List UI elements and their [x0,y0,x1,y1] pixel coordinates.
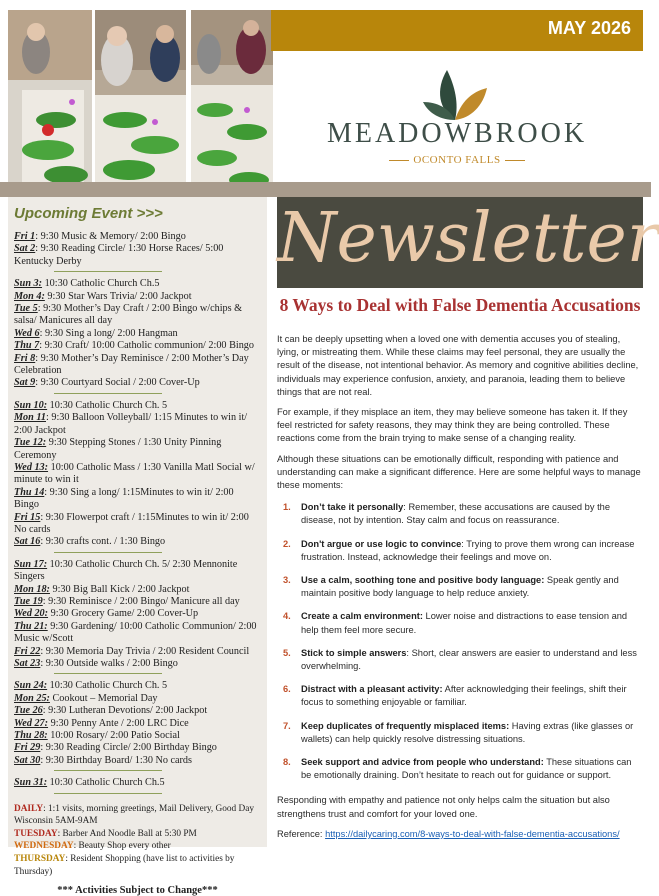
event-day: Sat 16 [14,536,41,548]
event-entry [14,718,261,730]
event-day: Mon 18: [14,583,50,595]
event-day: Sat 23 [14,658,41,669]
event-day: Sat 2 [14,243,36,255]
event-text: : 9:30 Flowerpot craft / 1:15Minutes to win it/ 2:00 No cards [14,511,249,535]
tip-number: 6. [283,684,291,695]
event-entry [14,646,261,658]
newsletter-title: Newsletter [277,199,659,278]
event-entry [14,487,261,512]
event-day: Wed 6 [14,327,40,339]
tip-number: 2. [283,538,291,549]
event-text: : 9:30 Reading Circle/ 2:00 Birthday Bingo [40,742,217,754]
event-entry [14,559,261,584]
tip-item [277,720,641,746]
tip-text: Speak gently and maintain positive body language to help reduce anxiety. [301,575,619,599]
tip-item [277,538,641,564]
note-tuesday [14,828,261,841]
event-text: : 9:30 Music & Memory/ 2:00 Bingo [35,231,186,242]
event-entry [14,437,261,462]
event-text: 10:30 Catholic Church Ch. 5 [47,399,168,411]
event-text: : 9:30 Reading Circle/ 1:30 Horse Races/ 5:00 Kentucky Derby [14,243,224,267]
event-entry [14,742,261,754]
divider [389,160,409,161]
event-day: Tue 12: [14,437,47,449]
brand-location [271,154,643,166]
event-text: 10:30 Catholic Church Ch.5 [47,777,165,789]
event-text: : 9:30 Lutheran Devotions/ 2:00 Jackpot [42,705,208,717]
event-text: : 9:30 Balloon Volleyball/ 1:15 Minutes to win it/ 2:00 Jackpot [14,412,248,436]
tip-item [277,501,641,527]
event-day: Tue 19 [14,595,43,607]
event-entry [14,621,261,646]
event-text: Cookout – Memorial Day [49,692,158,704]
event-entry [14,536,261,548]
event-text: 9:30 Gardening/ 10:00 Catholic Communion/ 2:00 Music w/Scott [14,620,257,645]
tip-text: After acknowledging their feelings, shift their focus to something enjoyable or familiar. [301,684,627,708]
event-text: 10:00 Catholic Mass / 1:30 Vanilla Matl Social w/ minute to win it [14,461,255,486]
subject-to-change: *** Activities Subject to Change*** [57,885,218,896]
recurring-notes [14,803,261,879]
event-calendar [14,231,261,800]
event-day: Thu 14 [14,486,45,498]
event-entry [14,340,261,352]
note-daily-text: : 1:1 visits, morning greetings, Mail Delivery, Good Day Wisconsin 5AM-9AM [14,803,254,827]
issue-date: MAY 2026 [547,18,631,38]
event-entry [14,608,261,620]
tip-number: 3. [283,575,291,586]
tip-item [277,610,641,636]
event-entry [14,377,261,389]
reference-label: Reference: [277,828,326,839]
event-text: 10:30 Catholic Church Ch. 5 [47,680,168,692]
note-thursday-text: : Resident Shopping (have list to activities by Thursday) [14,854,235,877]
event-day: Fri 29 [14,742,41,754]
event-day: Sat 30 [14,754,41,766]
tip-number: 4. [283,611,291,622]
article-paragraph: It can be deeply upsetting when a loved one with dementia accuses you of stealing, lying, or mistreating them. While these claims may feel personal, they are usually the result of the disease, not intentional behavior. As memory and cognitive abilities decline, individuals may experience confusion, anxiety, and paranoia, leading them to believe things that are not real. [277,334,639,397]
tip-item [277,574,641,600]
tip-number: 8. [283,757,291,768]
event-text: : 9:30 Birthday Board/ 1:30 No cards [40,754,192,766]
event-entry [14,328,261,340]
event-day: Thu 28: [14,730,48,742]
event-entry [14,353,261,378]
note-daily-label: DAILY [14,803,44,814]
tip-text: These situations can be emotionally draining. Don’t hesitate to reach out for guidance or support. [301,757,632,781]
event-text: 9:30 Penny Ante / 2:00 LRC Dice [48,717,189,729]
week-divider [54,770,162,771]
tip-number: 5. [283,647,291,658]
event-entry [14,680,261,692]
week-divider [54,673,162,674]
tip-text: : Trying to prove them wrong can increase frustration. Instead, acknowledge their feelings and move on. [301,538,635,562]
event-text: 10:30 Catholic Church Ch. 5/ 2:30 Mennonite Singers [14,558,238,583]
event-text: 10:00 Rosary/ 2:00 Patio Social [47,730,180,742]
event-day: Sun 17: [14,558,48,570]
event-text: : 9:30 Outside walks / 2:00 Bingo [40,658,178,669]
tip-title: Don’t take it personally [301,502,404,513]
event-day: Mon 25: [14,692,50,704]
event-day: Sun 3: [14,278,43,290]
event-entry [14,658,261,670]
event-day: Thu 7 [14,340,40,352]
event-entry [14,412,261,437]
event-entry [14,231,261,243]
event-entry [14,584,261,596]
event-entry [14,693,261,705]
event-day: Sun 24: [14,680,48,692]
article-paragraph: For example, if they misplace an item, they may believe someone has taken it. If they feel restricted for safety reasons, they may think they are being controlled. These reactions come from the brain trying to make sense of a changing reality. [277,407,628,444]
tip-text: Having extras (like glasses or wallets) can help quickly resolve distressing situations. [301,720,634,744]
event-day: Sat 9 [14,377,36,389]
tip-number: 1. [283,502,291,513]
tip-title: Distract with a pleasant activity: [301,684,443,695]
event-day: Fri 22 [14,645,41,657]
brand-location-text: OCONTO FALLS [413,154,501,166]
event-entry [14,755,261,767]
activity-photo-2 [95,10,186,193]
event-day: Thu 21: [14,620,48,632]
event-text: 9:30 Stepping Stones / 1:30 Unity Pinning Ceremony [14,437,222,461]
spacer [14,797,261,800]
event-day: Mon 4: [14,290,45,302]
event-day: Tue 5 [14,303,38,315]
article-closing: Responding with empathy and patience not only helps calm the situation but also strengthens trust and comfort for your loved one. [277,795,610,819]
tip-title: Use a calm, soothing tone and positive body language: [301,575,545,586]
event-text: : 9:30 Mother’s Day Craft / 2:00 Bingo w/chips & salsa/ Manicures all day [14,303,243,327]
event-text: 9:30 Grocery Game/ 2:00 Cover-Up [48,608,199,620]
note-thursday [14,853,261,878]
logo [271,51,643,181]
event-entry [14,291,261,303]
event-day: Mon 11 [14,412,46,424]
reference-link[interactable]: https://dailycaring.com/8-ways-to-deal-with-false-dementia-accusations/ [325,828,620,839]
article-body [277,333,641,848]
week-divider [54,393,162,394]
tip-item [277,647,641,673]
divider [505,160,525,161]
event-day: Wed 27: [14,717,49,729]
note-thursday-label: THURSDAY [14,854,66,865]
event-text: 9:30 Big Ball Kick / 2:00 Jackpot [49,583,190,595]
event-text: : 9:30 Sing a long/ 2:00 Hangman [39,327,178,339]
tip-title: Seek support and advice from people who understand: [301,757,544,768]
note-wednesday [14,840,261,853]
tip-text: : Short, clear answers are easier to understand and less overwhelming. [301,647,637,672]
sidebar-title: Upcoming Event >>> [14,205,163,222]
note-wednesday-label: WEDNESDAY [14,841,74,852]
event-text: : 9:30 Mother’s Day Reminisce / 2:00 Mother’s Day Celebration [14,352,249,377]
tip-title: Don't argue or use logic to convince [301,538,462,549]
event-entry [14,400,261,412]
event-entry [14,278,261,290]
event-entry [14,777,261,789]
events-sidebar [8,197,267,896]
event-entry [14,303,261,328]
event-entry [14,730,261,742]
tip-title: Create a calm environment: [301,611,423,622]
event-text: : 9:30 Craft/ 10:00 Catholic communion/ 2:00 Bingo [39,340,254,352]
article-headline: 8 Ways to Deal with False Dementia Accusations [279,295,641,315]
event-day: Sun 31: [14,777,48,789]
event-day: Fri 15 [14,511,41,523]
event-day: Fri 8 [14,352,36,364]
week-divider [54,793,162,794]
event-day: Tue 26 [14,705,43,717]
divider-bar [0,182,651,197]
event-day: Wed 20: [14,608,49,620]
event-text: : 9:30 Courtyard Social / 2:00 Cover-Up [35,377,200,389]
event-text: 10:30 Catholic Church Ch.5 [42,278,160,290]
tip-item [277,683,641,709]
note-tuesday-text: : Barber And Noodle Ball at 5:30 PM [57,828,197,839]
tip-text: Lower noise and distractions to ease tension and help them feel more secure. [301,611,628,635]
week-divider [54,271,162,272]
event-text: : 9:30 crafts cont. / 1:30 Bingo [40,536,166,548]
event-day: Fri 1 [14,231,36,242]
event-day: Wed 13: [14,461,49,473]
event-entry [14,596,261,608]
tip-title: Keep duplicates of frequently misplaced items: [301,720,510,731]
tip-item [277,756,641,782]
brand-name: MEADOWBROOK [326,118,588,149]
event-text: 9:30 Star Wars Trivia/ 2:00 Jackpot [44,290,192,302]
event-entry [14,243,261,268]
event-text: : 9:30 Memoria Day Trivia / 2:00 Resident Council [40,645,250,657]
note-daily [14,803,261,828]
note-wednesday-text: : Beauty Shop every other [73,841,171,852]
activity-photo-3 [191,10,273,193]
article-paragraph: Although these situations can be emotionally difficult, responding with patience and understanding can make a significant difference. Here are some helpful ways to manage these moments: [277,453,641,491]
event-text: : 9:30 Reminisce / 2:00 Bingo/ Manicure all day [42,595,240,607]
event-day: Sun 10: [14,399,48,411]
tip-title: Stick to simple answers [301,647,407,658]
reference [277,828,641,841]
newsletter-banner [277,197,659,288]
event-entry [14,462,261,487]
activity-photo-1 [8,10,92,193]
tip-text: : Remember, these accusations are caused by the disease, not by intention. Stay calm and focus on reassurance. [301,502,611,526]
event-entry [14,705,261,717]
note-tuesday-label: TUESDAY [14,828,58,839]
leaf-logo-icon [419,62,491,122]
event-text: : 9:30 Sing a long/ 1:15Minutes to win it/ 2:00 Bingo [14,486,234,511]
event-entry [14,512,261,537]
tips-list [277,501,641,782]
date-banner [271,10,643,51]
tip-number: 7. [283,720,291,731]
week-divider [54,552,162,553]
